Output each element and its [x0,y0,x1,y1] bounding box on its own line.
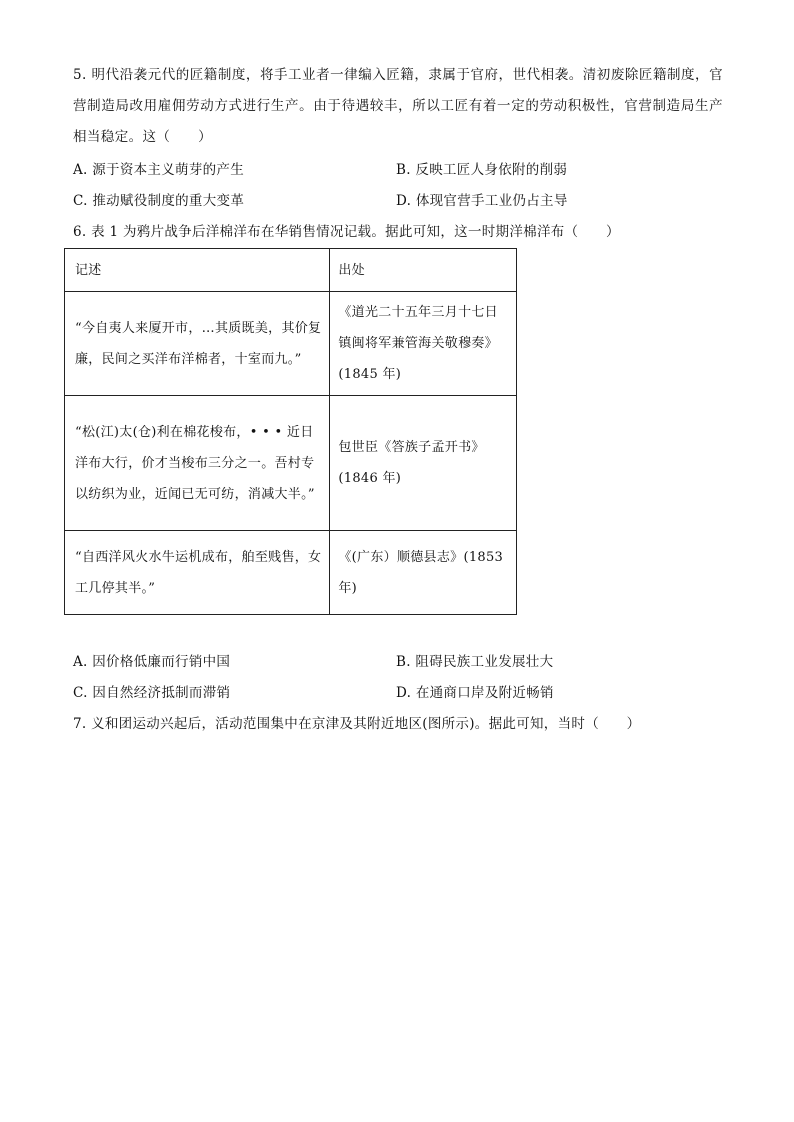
table-row [65,292,517,396]
table-cell-source: 《(广东）顺德县志》(1853 年) [330,531,517,615]
q6-option-c: C. 因自然经济抵制而滞销 [73,685,231,701]
q6-option-b: B. 阻碍民族工业发展壮大 [396,654,554,670]
question-7-stem: 7. 义和团运动兴起后，活动范围集中在京津及其附近地区(图所示)。据此可知，当时（ ） [73,716,641,732]
table-row [65,396,517,531]
table-header-cell: 记述 [65,249,330,292]
table-cell-record: “今自夷人来厦开市，…其质既美，其价复廉，民间之买洋布洋棉者，十室而九。” [65,292,330,396]
q5-option-c: C. 推动赋役制度的重大变革 [73,193,245,209]
table-header-row [65,249,517,292]
question-5-stem: 5. 明代沿袭元代的匠籍制度，将手工业者一律编入匠籍，隶属于官府，世代相袭。清初废除匠籍制度，官营制造局改用雇佣劳动方式进行生产。由于待遇较丰，所以工匠有着一定的劳动积极性，官营制造局生产相当稳定。这（ ） [73,67,723,145]
table-cell-record: “松(江)太(仓)利在棉花梭布，• • • 近日洋布大行，价才当梭布三分之一。吾村专以纺织为业，近闻已无可纺，消减大半。” [65,396,330,531]
q5-option-a: A. 源于资本主义萌芽的产生 [73,162,245,178]
table-cell-record: “自西洋风火水牛运机成布，舶至贱售，女工几停其半。” [65,531,330,615]
table-cell-source: 包世臣《答族子孟开书》(1846 年) [330,396,517,531]
table-header-cell: 出处 [330,249,517,292]
q5-option-b: B. 反映工匠人身依附的削弱 [396,162,568,178]
table-row [65,531,517,615]
q6-option-d: D. 在通商口岸及附近畅销 [396,685,554,701]
question-6-stem: 6. 表 1 为鸦片战争后洋棉洋布在华销售情况记载。据此可知，这一时期洋棉洋布（ ） [73,224,620,240]
q5-option-d: D. 体现官营手工业仍占主导 [396,193,568,209]
q6-option-a: A. 因价格低廉而行销中国 [73,654,231,670]
cotton-sales-table [64,248,517,615]
table-cell-source: 《道光二十五年三月十七日镇闽将军兼管海关敬穆奏》(1845 年) [330,292,517,396]
